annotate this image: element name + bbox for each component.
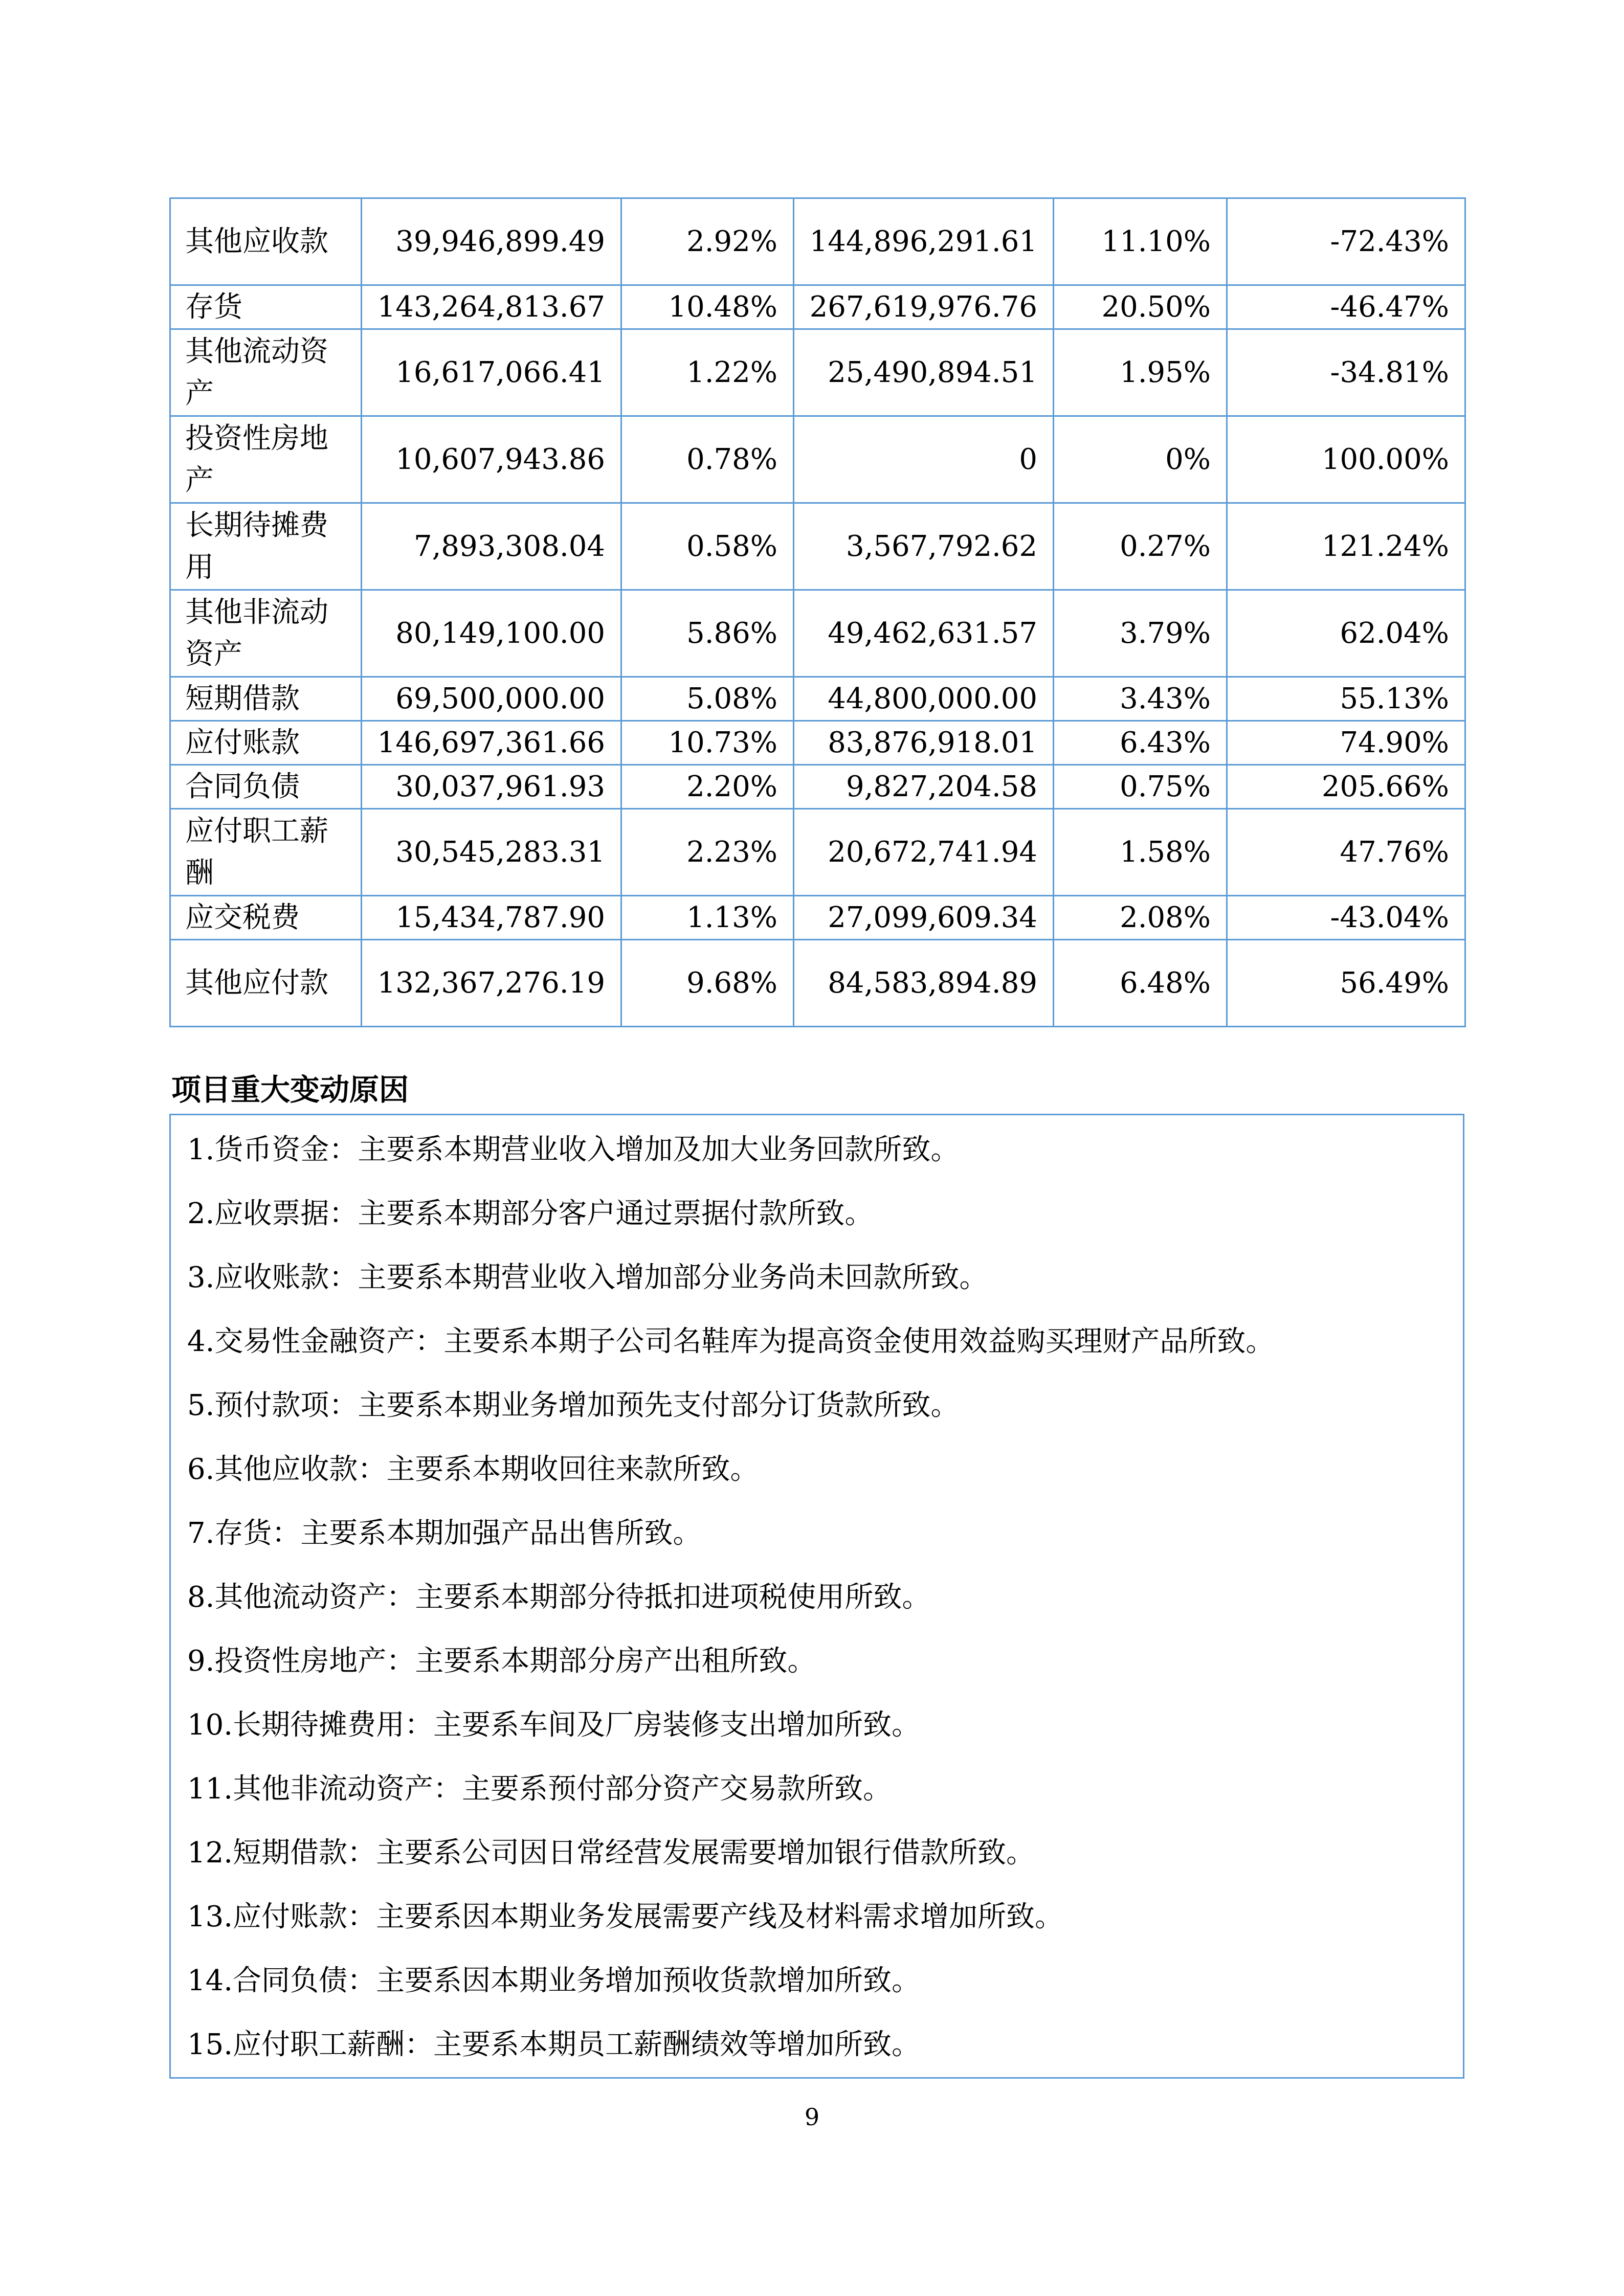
item-cell: 其他非流动资产 xyxy=(170,590,362,677)
table-row xyxy=(170,198,1465,285)
change-cell: 205.66% xyxy=(1227,765,1465,809)
current-amount-cell: 39,946,899.49 xyxy=(362,198,621,285)
prior-amount-cell: 83,876,918.01 xyxy=(794,721,1054,765)
prior-ratio-cell: 2.08% xyxy=(1054,896,1227,940)
item-cell: 其他应收款 xyxy=(170,198,362,285)
change-cell: 47.76% xyxy=(1227,809,1465,896)
current-amount-cell: 143,264,813.67 xyxy=(362,285,621,329)
prior-amount-cell: 49,462,631.57 xyxy=(794,590,1054,677)
table-row xyxy=(170,503,1465,590)
current-amount-cell: 69,500,000.00 xyxy=(362,677,621,721)
current-ratio-cell: 10.48% xyxy=(621,285,794,329)
prior-amount-cell: 9,827,204.58 xyxy=(794,765,1054,809)
current-amount-cell: 10,607,943.86 xyxy=(362,416,621,503)
reason-item: 13.应付账款：主要系因本期业务发展需要产线及材料需求增加所致。 xyxy=(187,1900,1064,1933)
current-ratio-cell: 0.58% xyxy=(621,503,794,590)
current-amount-cell: 30,037,961.93 xyxy=(362,765,621,809)
prior-amount-cell: 84,583,894.89 xyxy=(794,940,1054,1027)
table-row xyxy=(170,677,1465,721)
reason-item: 10.长期待摊费用：主要系车间及厂房装修支出增加所致。 xyxy=(187,1708,921,1742)
current-amount-cell: 30,545,283.31 xyxy=(362,809,621,896)
item-cell: 短期借款 xyxy=(170,677,362,721)
reason-item: 15.应付职工薪酬：主要系本期员工薪酬绩效等增加所致。 xyxy=(187,2028,921,2061)
item-cell: 合同负债 xyxy=(170,765,362,809)
table-row xyxy=(170,809,1465,896)
item-cell: 投资性房地产 xyxy=(170,416,362,503)
reason-item: 6.其他应收款：主要系本期收回往来款所致。 xyxy=(187,1453,759,1486)
current-ratio-cell: 2.20% xyxy=(621,765,794,809)
table-row xyxy=(170,721,1465,765)
prior-amount-cell: 3,567,792.62 xyxy=(794,503,1054,590)
table-row xyxy=(170,285,1465,329)
change-cell: -34.81% xyxy=(1227,329,1465,416)
current-amount-cell: 80,149,100.00 xyxy=(362,590,621,677)
reason-item: 14.合同负债：主要系因本期业务增加预收货款增加所致。 xyxy=(187,1964,921,1997)
table-row xyxy=(170,590,1465,677)
table-row xyxy=(170,329,1465,416)
current-ratio-cell: 9.68% xyxy=(621,940,794,1027)
page-number: 9 xyxy=(804,2103,820,2131)
table-row xyxy=(170,940,1465,1027)
prior-ratio-cell: 6.48% xyxy=(1054,940,1227,1027)
prior-ratio-cell: 0% xyxy=(1054,416,1227,503)
item-cell: 存货 xyxy=(170,285,362,329)
current-ratio-cell: 1.22% xyxy=(621,329,794,416)
current-ratio-cell: 10.73% xyxy=(621,721,794,765)
prior-amount-cell: 144,896,291.61 xyxy=(794,198,1054,285)
prior-amount-cell: 27,099,609.34 xyxy=(794,896,1054,940)
change-cell: 74.90% xyxy=(1227,721,1465,765)
prior-ratio-cell: 11.10% xyxy=(1054,198,1227,285)
table-row xyxy=(170,896,1465,940)
prior-ratio-cell: 6.43% xyxy=(1054,721,1227,765)
prior-amount-cell: 25,490,894.51 xyxy=(794,329,1054,416)
balance-change-table xyxy=(169,197,1466,1027)
item-cell: 其他应付款 xyxy=(170,940,362,1027)
current-ratio-cell: 2.92% xyxy=(621,198,794,285)
item-cell: 长期待摊费用 xyxy=(170,503,362,590)
reason-item: 2.应收票据：主要系本期部分客户通过票据付款所致。 xyxy=(187,1197,874,1230)
current-amount-cell: 7,893,308.04 xyxy=(362,503,621,590)
current-ratio-cell: 1.13% xyxy=(621,896,794,940)
reason-item: 9.投资性房地产：主要系本期部分房产出租所致。 xyxy=(187,1645,816,1678)
current-amount-cell: 132,367,276.19 xyxy=(362,940,621,1027)
reason-item: 7.存货：主要系本期加强产品出售所致。 xyxy=(187,1517,702,1550)
change-cell: 62.04% xyxy=(1227,590,1465,677)
reason-item: 1.货币资金：主要系本期营业收入增加及加大业务回款所致。 xyxy=(187,1133,960,1166)
change-cell: -72.43% xyxy=(1227,198,1465,285)
table-row xyxy=(170,416,1465,503)
change-cell: 55.13% xyxy=(1227,677,1465,721)
prior-amount-cell: 20,672,741.94 xyxy=(794,809,1054,896)
item-cell: 其他流动资产 xyxy=(170,329,362,416)
prior-ratio-cell: 20.50% xyxy=(1054,285,1227,329)
current-amount-cell: 146,697,361.66 xyxy=(362,721,621,765)
change-cell: -46.47% xyxy=(1227,285,1465,329)
prior-amount-cell: 267,619,976.76 xyxy=(794,285,1054,329)
reason-item: 4.交易性金融资产：主要系本期子公司名鞋库为提高资金使用效益购买理财产品所致。 xyxy=(187,1325,1275,1358)
reason-item: 11.其他非流动资产：主要系预付部分资产交易款所致。 xyxy=(187,1772,892,1806)
current-ratio-cell: 5.86% xyxy=(621,590,794,677)
table-row xyxy=(170,765,1465,809)
reason-item: 3.应收账款：主要系本期营业收入增加部分业务尚未回款所致。 xyxy=(187,1261,988,1294)
prior-amount-cell: 44,800,000.00 xyxy=(794,677,1054,721)
current-amount-cell: 15,434,787.90 xyxy=(362,896,621,940)
table-body xyxy=(170,198,1465,1027)
prior-ratio-cell: 0.75% xyxy=(1054,765,1227,809)
section-heading: 项目重大变动原因 xyxy=(171,1072,409,1107)
change-cell: 56.49% xyxy=(1227,940,1465,1027)
prior-ratio-cell: 0.27% xyxy=(1054,503,1227,590)
change-cell: -43.04% xyxy=(1227,896,1465,940)
item-cell: 应交税费 xyxy=(170,896,362,940)
prior-amount-cell: 0 xyxy=(794,416,1054,503)
prior-ratio-cell: 1.58% xyxy=(1054,809,1227,896)
reasons-box xyxy=(169,1114,1464,2079)
prior-ratio-cell: 1.95% xyxy=(1054,329,1227,416)
reason-item: 8.其他流动资产：主要系本期部分待抵扣进项税使用所致。 xyxy=(187,1581,931,1614)
item-cell: 应付职工薪酬 xyxy=(170,809,362,896)
reason-item: 12.短期借款：主要系公司因日常经营发展需要增加银行借款所致。 xyxy=(187,1836,1035,1870)
current-ratio-cell: 0.78% xyxy=(621,416,794,503)
change-cell: 121.24% xyxy=(1227,503,1465,590)
reason-item: 5.预付款项：主要系本期业务增加预先支付部分订货款所致。 xyxy=(187,1389,960,1422)
current-ratio-cell: 2.23% xyxy=(621,809,794,896)
item-cell: 应付账款 xyxy=(170,721,362,765)
current-amount-cell: 16,617,066.41 xyxy=(362,329,621,416)
prior-ratio-cell: 3.79% xyxy=(1054,590,1227,677)
change-cell: 100.00% xyxy=(1227,416,1465,503)
current-ratio-cell: 5.08% xyxy=(621,677,794,721)
prior-ratio-cell: 3.43% xyxy=(1054,677,1227,721)
